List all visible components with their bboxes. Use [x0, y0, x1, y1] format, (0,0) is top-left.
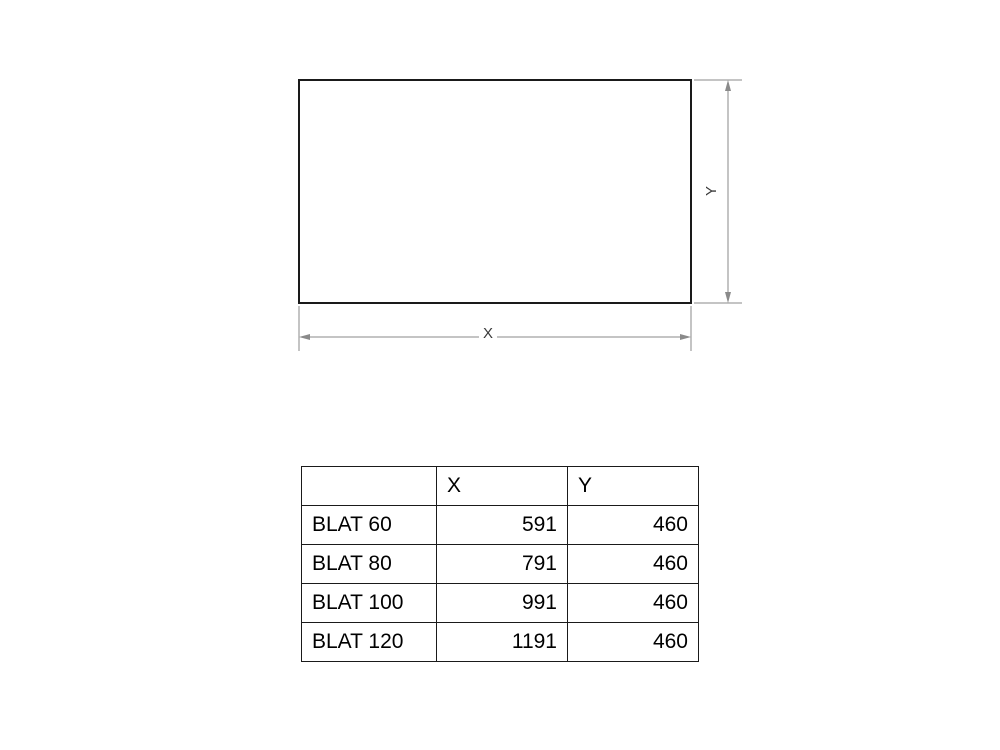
table-row [302, 623, 699, 662]
row-value-y: 460 [568, 584, 699, 623]
row-value-x: 591 [437, 506, 568, 545]
table-row [302, 506, 699, 545]
dimension-label-y: Y [704, 182, 719, 200]
row-value-y: 460 [568, 506, 699, 545]
dimension-label-x: X [479, 326, 497, 341]
row-label: BLAT 80 [302, 545, 437, 584]
table-header-y: Y [568, 467, 699, 506]
row-label: BLAT 60 [302, 506, 437, 545]
row-value-x: 1191 [437, 623, 568, 662]
table-header-x: X [437, 467, 568, 506]
dimensions-table [301, 466, 699, 662]
row-value-x: 991 [437, 584, 568, 623]
row-label: BLAT 120 [302, 623, 437, 662]
row-value-y: 460 [568, 545, 699, 584]
table-row [302, 584, 699, 623]
row-label: BLAT 100 [302, 584, 437, 623]
table-header-row [302, 467, 699, 506]
table-row [302, 545, 699, 584]
table-header-corner [302, 467, 437, 506]
row-value-y: 460 [568, 623, 699, 662]
row-value-x: 791 [437, 545, 568, 584]
